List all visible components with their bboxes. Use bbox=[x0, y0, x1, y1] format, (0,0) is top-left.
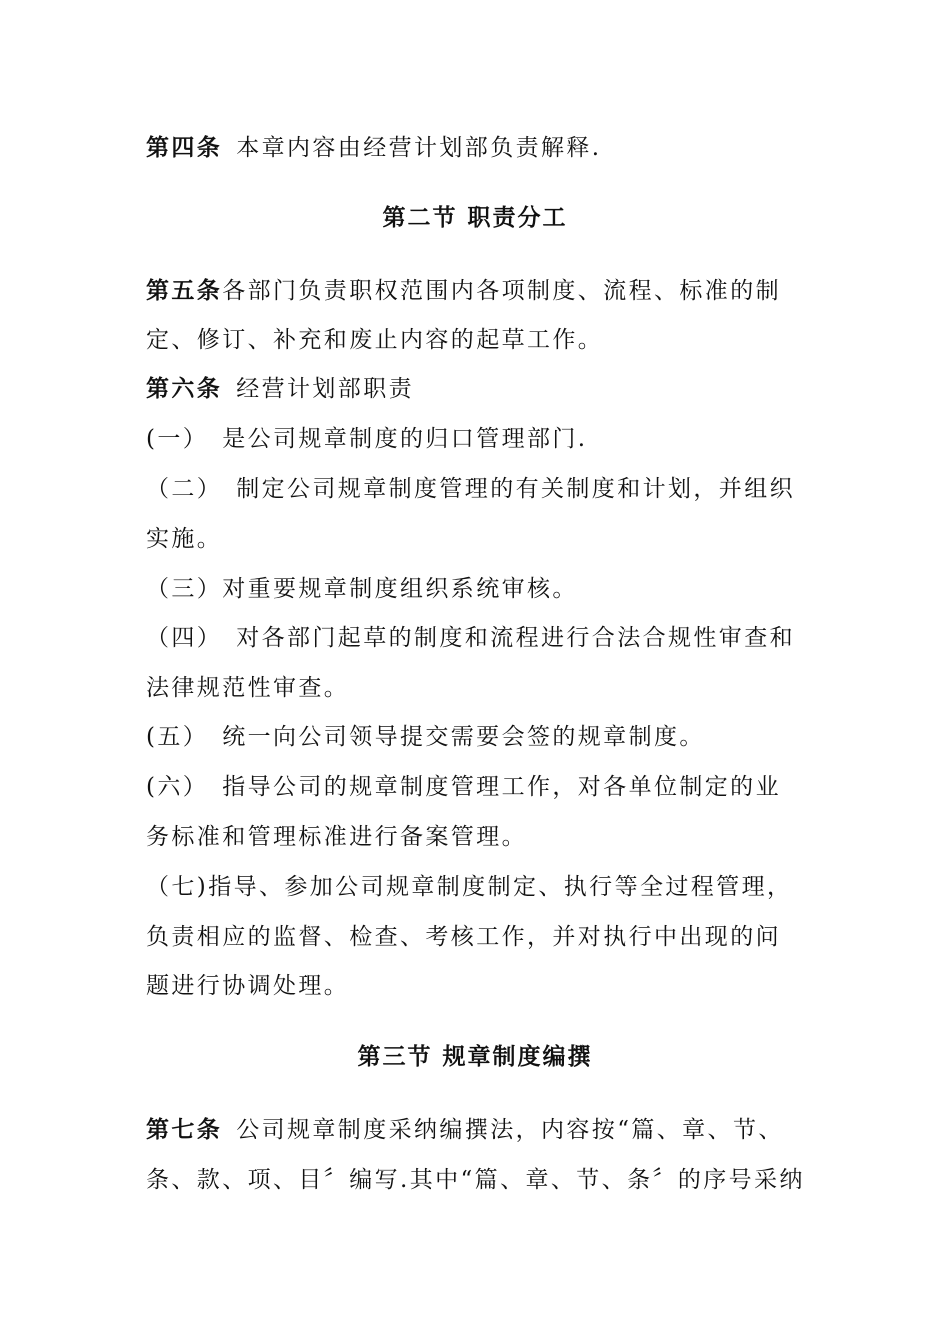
article-4 bbox=[146, 133, 806, 163]
article-7-text-1: 公司规章制度采纳编撰法，内容按“篇、章、节、 bbox=[236, 1117, 784, 1143]
article-6-label: 第六条 bbox=[146, 375, 223, 402]
article-7-line-2: 条、款、项、目〞编写.其中“篇、章、节、条〞的序号采纳 bbox=[146, 1167, 805, 1193]
article-5-text-1: 各部门负责职权范围内各项制度、流程、标准的制 bbox=[222, 278, 782, 304]
article-4-text: 本章内容由经营计划部负责解释. bbox=[236, 135, 602, 161]
item-3-text: 对重要规章制度组织系统审核。 bbox=[222, 576, 578, 602]
item-1 bbox=[146, 424, 806, 454]
article-6-text: 经营计划部职责 bbox=[236, 376, 415, 402]
item-1-text: 是公司规章制度的归口管理部门. bbox=[222, 426, 588, 452]
item-6-label: (六） bbox=[146, 774, 209, 800]
section-3-title: 第三节 规章制度编撰 bbox=[357, 1043, 593, 1070]
item-3-label: （三） bbox=[146, 576, 223, 602]
article-7-line-1 bbox=[146, 1115, 806, 1145]
item-2-line-2: 实施。 bbox=[146, 526, 223, 552]
item-1-label: (一） bbox=[146, 426, 209, 452]
item-5-text: 统一向公司领导提交需要会签的规章制度。 bbox=[222, 724, 705, 750]
item-6-line-1 bbox=[146, 772, 806, 802]
article-6 bbox=[146, 374, 806, 404]
article-4-label: 第四条 bbox=[146, 134, 223, 161]
item-7-label: （七) bbox=[146, 874, 209, 900]
item-6-text-1: 指导公司的规章制度管理工作，对各单位制定的业 bbox=[222, 774, 781, 800]
item-4-label: （四） bbox=[146, 625, 223, 651]
article-5-line-2: 定、修订、补充和废止内容的起草工作。 bbox=[146, 327, 604, 353]
item-4-line-2: 法律规范性审查。 bbox=[146, 675, 350, 701]
item-2-line-1 bbox=[146, 474, 806, 504]
item-2-label: （二） bbox=[146, 476, 223, 502]
item-2-text-1: 制定公司规章制度管理的有关制度和计划，并组织 bbox=[236, 476, 796, 502]
item-4-text-1: 对各部门起草的制度和流程进行合法合规性审查和 bbox=[236, 625, 796, 651]
item-7-line-3: 题进行协调处理。 bbox=[146, 973, 350, 999]
item-5-label: (五） bbox=[146, 724, 209, 750]
item-6-line-2: 务标准和管理标准进行备案管理。 bbox=[146, 824, 527, 850]
item-7-text-1: 指导、参加公司规章制度制定、执行等全过程管理， bbox=[208, 874, 793, 900]
item-7-line-2: 负责相应的监督、检查、考核工作，并对执行中出现的问 bbox=[146, 924, 781, 950]
item-4-line-1 bbox=[146, 623, 806, 653]
article-7-label: 第七条 bbox=[146, 1116, 223, 1143]
article-5-line-1 bbox=[146, 276, 806, 306]
item-5 bbox=[146, 722, 806, 752]
article-5-label: 第五条 bbox=[146, 277, 223, 304]
item-7-line-1 bbox=[146, 872, 806, 902]
section-2-title: 第二节 职责分工 bbox=[382, 204, 568, 231]
item-3 bbox=[146, 574, 806, 604]
